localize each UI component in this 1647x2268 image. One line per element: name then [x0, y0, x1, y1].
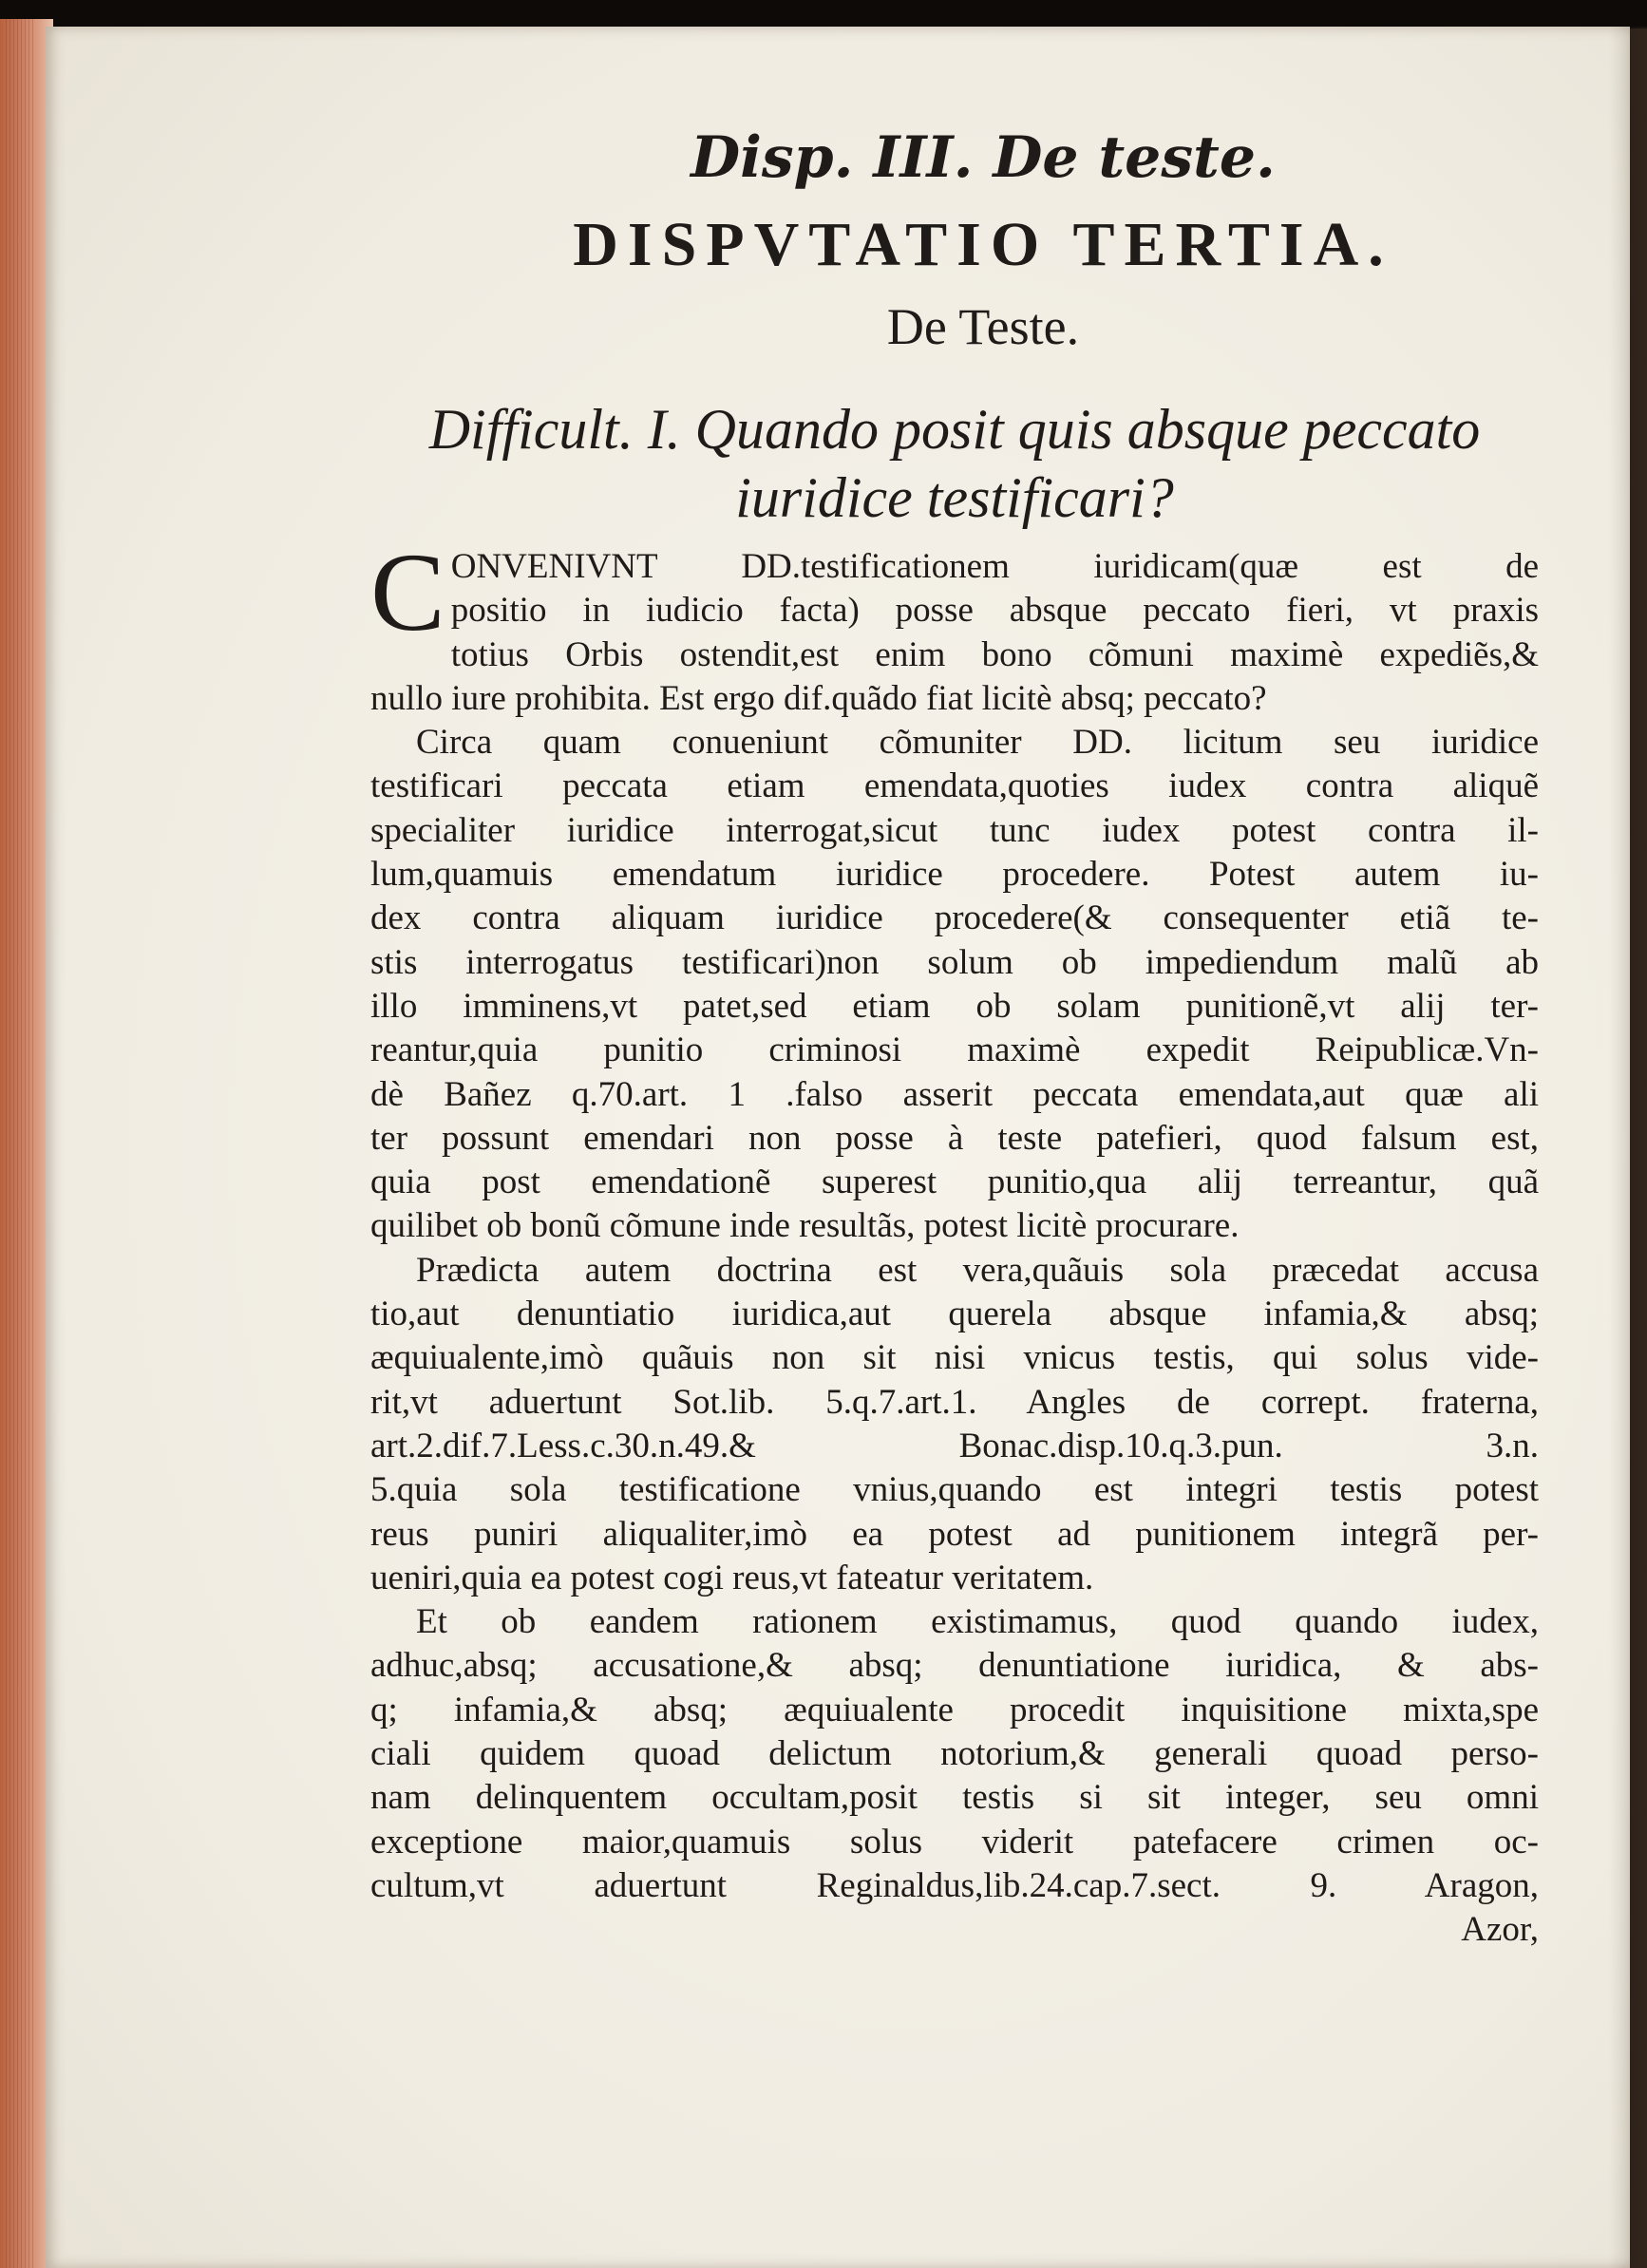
text-line: 5.quia sola testificatione vnius,quando est integri testis potest — [370, 1470, 1539, 1510]
running-head: Disp. III. De teste. — [691, 124, 1276, 191]
text-line: ciali quidem quoad delictum notorium,& generali quoad perso- — [370, 1734, 1539, 1774]
text-line: quilibet ob bonũ cõmune inde resultãs, potest licitè procurare. — [370, 1206, 1240, 1246]
text-line: cultum,vt aduertunt Reginaldus,lib.24.cap.7.sect. 9. Aragon, — [370, 1865, 1539, 1905]
text-line: rit,vt aduertunt Sot.lib. 5.q.7.art.1. Angles de corrept. fraterna, — [370, 1382, 1539, 1422]
text-line: Circa quam conueniunt cõmuniter DD. licitum seu iuridice — [416, 723, 1539, 763]
paragraph-2 — [370, 721, 1539, 1249]
text-line: art.2.dif.7.Less.c.30.n.49.& Bonac.disp.10.q.3.pun. 3.n. — [370, 1426, 1539, 1465]
text-line: æquiualente,imò quãuis non sit nisi vnicus testis, qui solus vide- — [370, 1338, 1539, 1378]
text-line: reus puniri aliqualiter,imò ea potest ad punitionem integrã per- — [370, 1514, 1539, 1554]
disputatio-subtitle: De Teste. — [886, 298, 1080, 355]
text-line: specialiter iuridice interrogat,sicut tunc iudex potest contra il- — [370, 810, 1539, 850]
text-line: Et ob eandem rationem existimamus, quod quando iudex, — [416, 1602, 1539, 1642]
text-line: dè Bañez q.70.art. 1 .falso asserit peccata emendata,aut quæ ali — [370, 1074, 1539, 1114]
text-line: stis interrogatus testificari)non solum ob impediendum malũ ab — [370, 942, 1539, 982]
text-line: testificari peccata etiam emendata,quoties iudex contra aliquẽ — [370, 766, 1539, 806]
text-line: tio,aut denuntiatio iuridica,aut querela absque infamia,& absq; — [370, 1295, 1539, 1334]
book-fore-edge-lines — [6, 19, 34, 2268]
body-text — [370, 530, 1539, 1952]
text-line: exceptione maior,quamuis solus viderit patefacere crimen oc- — [370, 1822, 1539, 1862]
text-line: nullo iure prohibita. Est ergo dif.quãdo fiat licitè absq; peccato? — [370, 678, 1267, 718]
text-line: Prædicta autem doctrina est vera,quãuis sola præcedat accusa — [416, 1250, 1539, 1290]
disputatio-title: DISPVTATIO TERTIA. — [573, 210, 1393, 279]
text-line: reantur,quia punitio criminosi maximè expedit Reipublicæ.Vn- — [370, 1030, 1539, 1070]
text-line: lum,quamuis emendatum iuridice procedere. Potest autem iu- — [370, 855, 1539, 895]
text-line: totius Orbis ostendit,est enim bono cõmuni maximè expediẽs,& — [450, 634, 1539, 674]
paragraph-1 — [370, 530, 1539, 721]
top-shadow — [0, 0, 1647, 28]
drop-cap: C — [370, 530, 445, 654]
text-block — [370, 112, 1539, 1952]
text-line: nam delinquentem occultam,posit testis si sit integer, seu omni — [370, 1778, 1539, 1818]
text-line: quia post emendationẽ superest punitio,qua alij terreantur, quã — [370, 1162, 1539, 1202]
catchword: Azor, — [1461, 1910, 1539, 1950]
text-line: positio in iudicio facta) posse absque peccato fieri, vt praxis — [450, 591, 1539, 631]
text-line: dex contra aliquam iuridice procedere(& consequenter etiã te- — [370, 898, 1539, 938]
text-line: ONVENIVNT DD.testificationem iuridicam(quæ est de — [450, 547, 1539, 586]
text-line: ueniri,quia ea potest cogi reus,vt fateatur veritatem. — [370, 1558, 1094, 1597]
text-line: q; infamia,& absq; æquiualente procedit inquisitione mixta,spe — [370, 1690, 1539, 1729]
text-line: adhuc,absq; accusatione,& absq; denuntiatione iuridica, & abs- — [370, 1646, 1539, 1686]
paragraph-4 — [370, 1600, 1539, 1908]
paragraph-3 — [370, 1249, 1539, 1600]
gutter-shadow — [1609, 27, 1647, 2268]
text-line: illo imminens,vt patet,sed etiam ob solam punitionẽ,vt alij ter- — [370, 986, 1539, 1026]
difficultas-heading: Difficult. I. Quando posit quis absque peccato iuridice testificari? — [428, 398, 1481, 529]
text-line: ter possunt emendari non posse à teste patefieri, quod falsum est, — [370, 1118, 1539, 1158]
